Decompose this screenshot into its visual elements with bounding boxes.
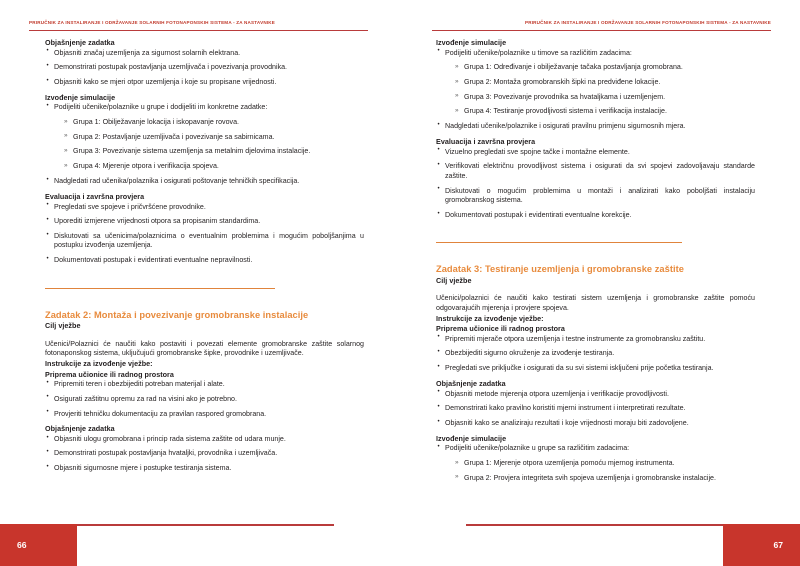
page-right	[400, 0, 800, 566]
heading-priprema-right: Priprema učionice ili radnog prostora	[436, 324, 565, 334]
running-header-left: PRIRUČNIK ZA INSTALIRANJE I ODRŽAVANJE SOLARNIH FOTONAPONSKIH SISTEMA - ZA NASTAVNIKE	[29, 20, 276, 25]
list-item: » Grupa 2: Postavljanje uzemljivača i povezivanje sa sabirnicama.	[45, 133, 364, 142]
task-separator-right	[436, 242, 682, 243]
bullet-list-objasnjenje-left-task2	[45, 435, 364, 474]
list-item: • Dokumentovati postupak i evidentirati eventualne nepravilnosti.	[45, 256, 364, 265]
list-item: • Diskutovati sa učenicima/polaznicima o eventualnim problemima i mogućim poboljšanjima u postupku izvođenja uzemljenja.	[45, 232, 364, 251]
list-item: • Obezbijediti sigurno okruženje za izvođenje testiranja.	[436, 349, 755, 358]
header-rule-right	[432, 30, 771, 32]
page-number-right: 67	[773, 540, 783, 550]
bullet-list-objasnjenje-zadatka	[45, 49, 364, 88]
list-item: • Objasniti metode mjerenja otpora uzemljenja i verifikacije provodljivosti.	[436, 390, 755, 399]
list-item: » Grupa 1: Mjerenje otpora uzemljenja pomoću mjernog instrumenta.	[436, 459, 755, 468]
content-column-right	[436, 38, 755, 504]
heading-instrukcije-left: Instrukcije za izvođenje vježbe:	[45, 359, 153, 369]
list-item: • Objasniti kako se analiziraju rezultati i koje vrijednosti moraju biti zadovoljene.	[436, 419, 755, 428]
list-item: • Demonstrirati kako pravilno koristiti mjerni instrument i interpretirati rezultate.	[436, 404, 755, 413]
list-item: • Osigurati zaštitnu opremu za rad na visini ako je potrebno.	[45, 395, 364, 404]
task-heading-zadatak-2: Zadatak 2: Montaža i povezivanje gromobranske instalacije	[45, 309, 309, 320]
task-heading-zadatak-3: Zadatak 3: Testiranje uzemljenja i gromobranske zaštite	[436, 264, 684, 275]
list-item: • Podijeliti učenike/polaznike u grupe i dodijeliti im konkretne zadatke:	[45, 103, 364, 112]
list-item: • Podijeliti učenike/polaznike u timove sa različitim zadacima:	[436, 49, 755, 58]
heading-objasnjenje-right-task3: Objašnjenje zadatka	[436, 379, 506, 389]
header-rule-left	[29, 30, 368, 32]
list-item: • Objasniti ulogu gromobrana i princip rada sistema zaštite od udara munje.	[45, 435, 364, 444]
paragraph-cilj-vjezbe-right: Učenici/polaznici će naučiti kako testirati sistem uzemljenja i gromobranske zaštite pomoću odgovarajućih mjerenja i provjere spojeva.	[436, 294, 755, 312]
bullet-list-izvodenje-right	[436, 49, 755, 58]
list-item: » Grupa 3: Povezivanje sistema uzemljenja sa metalnim djelovima instalacije.	[45, 147, 364, 156]
list-item: • Nadgledati učenike/polaznike i osigurati pravilnu primjenu sigurnosnih mjera.	[436, 122, 755, 131]
list-item: • Vizuelno pregledati sve spojne tačke i montažne elemente.	[436, 148, 755, 157]
heading-instrukcije-right: Instrukcije za izvođenje vježbe:	[436, 313, 544, 323]
running-header-right: PRIRUČNIK ZA INSTALIRANJE I ODRŽAVANJE SOLARNIH FOTONAPONSKIH SISTEMA - ZA NASTAVNIKE	[524, 20, 771, 25]
heading-izvodenje-simulacije-task3: Izvođenje simulacije	[436, 433, 507, 443]
page-number-box-right	[723, 524, 800, 566]
heading-objasnjenje-left-task2: Objašnjenje zadatka	[45, 424, 115, 434]
section-heading-izvodenje-simulacije-right: Izvođenje simulacije	[436, 38, 507, 47]
bullet-list-izvodenje-simulacije	[45, 103, 364, 112]
bullet-list-izvodenje-outro	[45, 177, 364, 186]
list-item: • Demonstrirati postupak postavljanja uzemljivača i povezivanja provodnika.	[45, 63, 364, 72]
list-item: » Grupa 1: Obilježavanje lokacija i iskopavanje rovova.	[45, 118, 364, 127]
group-list-left-1	[45, 118, 364, 172]
group-list-right-task3	[436, 459, 755, 483]
heading-priprema-left: Priprema učionice ili radnog prostora	[45, 369, 174, 379]
list-item: • Pregledati sve spojeve i pričvršćene provodnike.	[45, 203, 364, 212]
page-number-box-left	[0, 524, 77, 566]
bullet-list-izvodenje-right-outro	[436, 122, 755, 131]
group-list-right-1	[436, 63, 755, 117]
task-separator-left	[45, 288, 275, 289]
list-item: » Grupa 1: Određivanje i obilježavanje tačaka postavljanja gromobrana.	[436, 63, 755, 72]
bullet-list-evaluacija-right	[436, 148, 755, 221]
heading-cilj-vjezbe-right: Cilj vježbe	[436, 275, 472, 285]
list-item: • Objasniti sigurnosne mjere i postupke testiranja sistema.	[45, 464, 364, 473]
section-heading-evaluacija-right: Evaluacija i završna provjera	[436, 137, 536, 147]
list-item: • Diskutovati o mogućim problemima u montaži i analizirati kako poboljšati instalaciju gromobranskog sistema.	[436, 187, 755, 206]
list-item: • Podijeliti učenike/polaznike u grupe sa različitim zadacima:	[436, 444, 755, 453]
section-heading-objasnjenje-zadatka: Objašnjenje zadatka	[45, 38, 115, 47]
list-item: » Grupa 2: Provjera integriteta svih spojeva uzemljenja i gromobranske instalacije.	[436, 474, 755, 483]
list-item: • Nadgledati rad učenika/polaznika i osigurati poštovanje tehničkih specifikacija.	[45, 177, 364, 186]
list-item: • Pregledati sve priključke i osigurati da su svi sistemi isključeni prije početka testiranja.	[436, 364, 755, 373]
list-item: • Uporediti izmjerene vrijednosti otpora sa propisanim standardima.	[45, 217, 364, 226]
list-item: • Pripremiti mjerače otpora uzemljenja i testne instrumente za gromobransku zaštitu.	[436, 335, 755, 344]
list-item: » Grupa 4: Testiranje provodljivosti sistema i verifikacija instalacije.	[436, 107, 755, 116]
list-item: • Pripremiti teren i obezbijediti potreban materijal i alate.	[45, 380, 364, 389]
content-column-left	[45, 38, 364, 504]
section-heading-izvodenje-simulacije: Izvođenje simulacije	[45, 92, 116, 102]
list-item: • Verifikovati električnu provodljivost sistema i osigurati da svi spojevi zadovoljavaju standarde zaštite.	[436, 162, 755, 181]
heading-cilj-vjezbe-left: Cilj vježbe	[45, 321, 81, 331]
list-item: » Grupa 3: Povezivanje provodnika sa hvataljkama i uzemljenjem.	[436, 93, 755, 102]
list-item: • Objasniti značaj uzemljenja za sigurnost solarnih elektrana.	[45, 49, 364, 58]
paragraph-cilj-vjezbe-left: Učenici/Polaznici će naučiti kako postaviti i povezati elemente gromobranske zaštite solarnog fotonaponskog sistema, uključujući gromobranske šipke, provodnike i uzemljivače.	[45, 339, 364, 358]
list-item: » Grupa 4: Mjerenje otpora i verifikacija spojeva.	[45, 162, 364, 171]
list-item: • Dokumentovati postupak i evidentirati eventualne korekcije.	[436, 211, 755, 220]
bullet-list-evaluacija	[45, 203, 364, 266]
bullet-list-priprema-right	[436, 335, 755, 374]
bullet-list-sim-intro-task3	[436, 444, 755, 453]
page-number-left: 66	[17, 540, 27, 550]
list-item: • Provjeriti tehničku dokumentaciju za pravilan raspored gromobrana.	[45, 410, 364, 419]
list-item: » Grupa 2: Montaža gromobranskih šipki na predviđene lokacije.	[436, 78, 755, 87]
bullet-list-priprema-left	[45, 380, 364, 419]
list-item: • Objasniti kako se mjeri otpor uzemljenja i koje su propisane vrijednosti.	[45, 78, 364, 87]
bullet-list-objasnjenje-right-task3	[436, 390, 755, 429]
list-item: • Demonstrirati postupak postavljanja hvataljki, provodnika i uzemljivača.	[45, 449, 364, 458]
section-heading-evaluacija: Evaluacija i završna provjera	[45, 192, 145, 202]
